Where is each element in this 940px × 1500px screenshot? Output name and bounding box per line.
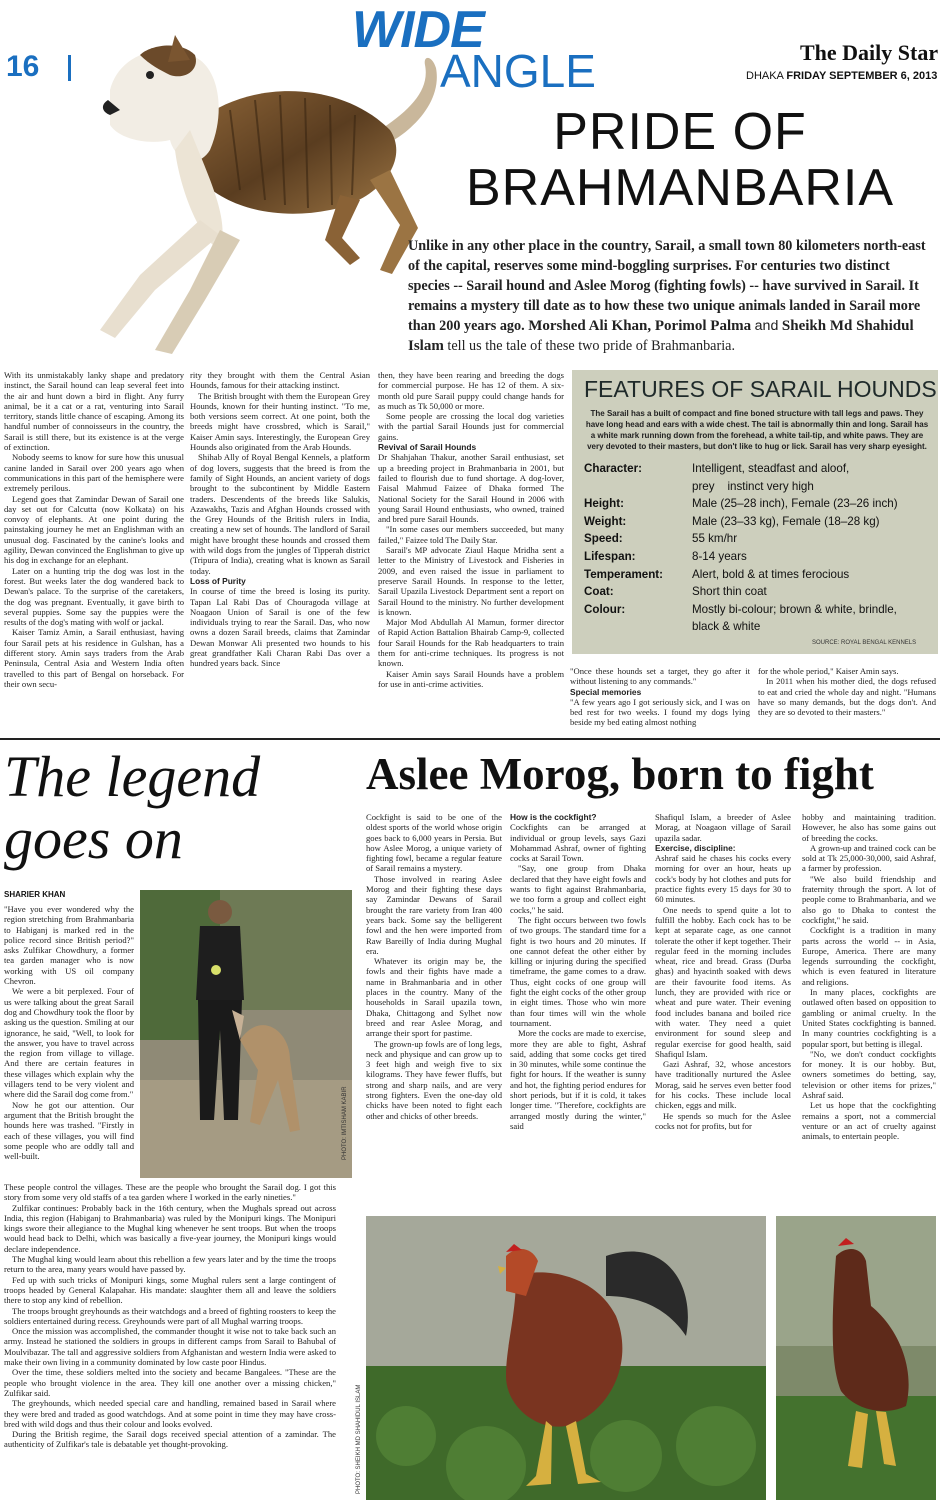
legend-p: These people control the villages. These are the people who brought the Sarail dog. I got this story from some very old staffs of a tea garden where I worked in the early nineties." bbox=[4, 1182, 336, 1203]
feature-value: Male (23–33 kg), Female (18–28 kg) bbox=[692, 514, 880, 528]
feature-value: Alert, bold & at times ferocious bbox=[692, 567, 850, 581]
legend-p: "Have you ever wondered why the region stretching from Brahmanbaria to Habiganj is marked red in the police record since British period?" asks Zulfikar Chowdhury, a former tea garden manager who is now working with US oil company Chevron. bbox=[4, 904, 134, 987]
feature-row bbox=[584, 550, 934, 568]
aslee-col-1 bbox=[366, 812, 502, 1121]
intro-tail: tell us the tale of these two pride of Brahmanbaria. bbox=[447, 338, 735, 354]
feature-value: Mostly bi-colour; brown & white, brindle, bbox=[692, 602, 897, 616]
feature-label: Speed: bbox=[584, 532, 623, 546]
aslee-p: Gazi Ashraf, 32, whose ancestors have traditionally nurtured the Aslee Morag, said he serves even better food for his cocks. These include local chicken, eggs and milk. bbox=[655, 1059, 791, 1111]
main-col2-p: The British brought with them the European Grey Hounds, known for their hunting instinct. "To me, both versions seem correct. At one point, both the breeds might have crossbred, which is Sarail," Kaiser Amin says. Interestingly, the European Grey Hounds also originated from the Arab Hounds. bbox=[190, 390, 370, 453]
rooster-photo-small bbox=[776, 1216, 936, 1500]
feature-row bbox=[584, 462, 934, 480]
legend-p: Now he got our attention. Our argument that the British brought the hounds here was trashed. "Firstly in each of these villages, you will find some people who are oddly tall and well-built. bbox=[4, 1099, 134, 1162]
feature-label: Colour: bbox=[584, 602, 626, 616]
feature-row bbox=[584, 603, 934, 621]
main-col5-p: In 2011 when his mother died, the dogs refused to eat and cried the whole day and night. "Humans have so many demands, but the dogs don't. And they are so devoted to their masters." bbox=[758, 676, 936, 718]
subhead-revival: Revival of Sarail Hounds bbox=[378, 442, 477, 453]
newspaper-logo: The Daily Star bbox=[800, 40, 939, 65]
feature-value: Male (25–28 inch), Female (23–26 inch) bbox=[692, 497, 898, 511]
main-headline bbox=[420, 104, 940, 216]
aslee-col-3 bbox=[655, 812, 791, 1131]
subhead-loss-of-purity: Loss of Purity bbox=[190, 575, 246, 586]
legend-title-line2: goes on bbox=[4, 806, 183, 871]
legend-headline bbox=[4, 746, 260, 870]
section-title-angle: ANGLE bbox=[440, 45, 596, 97]
aslee-p: hobby and maintaining tradition. However, he also has some gains out of breeding the cocks. bbox=[802, 812, 936, 843]
dateline bbox=[746, 70, 937, 82]
feature-row bbox=[584, 480, 934, 498]
main-col-5 bbox=[758, 666, 936, 717]
feature-label: Height: bbox=[584, 497, 624, 511]
feature-label: Coat: bbox=[584, 585, 614, 599]
main-col1-p: Nobody seems to know for sure how this unusual canine landed in Sarail over 200 years ago when communications in this part of the hemisphere were extremely perilous. bbox=[4, 452, 184, 494]
aslee-p: Ashraf said he chases his cocks every morning for over an hour, heats up cock's body by hot clothes and puts for practice fights every 15 days for 30 to 60 minutes. bbox=[655, 853, 791, 905]
feature-value: Short thin coat bbox=[692, 585, 767, 599]
legend-p: The troops brought greyhounds as their watchdogs and a breed of fighting roosters to keep the soldiers entertained during recess. Greyhounds were part of all Mughal warring troops. bbox=[4, 1305, 336, 1326]
aslee-p: A grown-up and trained cock can be sold at Tk 25,000-30,000, said Ashraf, a farmer by profession. bbox=[802, 842, 936, 874]
date-city: DHAKA bbox=[746, 70, 784, 82]
aslee-p: One needs to spend quite a lot to fulfill the hobby. Each cock has to be kept at separate cage, as one cannot tolerate the other if kept together. Their regular feed in the morning includes wheat, rice and bread. Grass (Durba ghas) and hyacinth soaked with dews are their favourite food items. As lunch, they are provided with rice or wheat and pure water. Their evening food includes banana and boiled rice with water. They need a quiet environment for sound sleep and regular exercise for good health, said Shafiqul Islam. bbox=[655, 904, 791, 1059]
legend-p: Over the time, these soldiers melted into the society and became Bangalees. "These are the people who brought violence in the area. They kill one another over a missing chicken," Zulfikar said. bbox=[4, 1367, 336, 1398]
legend-title-line1: The legend bbox=[4, 744, 261, 809]
legend-byline: SHARIER KHAN bbox=[4, 890, 66, 899]
main-col2-p: Shihab Ally of Royal Bengal Kennels, a platform of dog lovers, suggests that the breed is from the family of Sight Hounds, an ancient variety of dogs brought to the subcontinent by Middle Eastern traders. Descendents of the breeds like Salukis, Azawakhs, Tazis and Afghan Hounds crossed with the Grey Hounds of the British rulers in India, creating a new set of hounds. The landlord of Sarail might have brought these hounds and crossed them with wild dogs from the jungles of Tipperah district (Tripura of India), creating what is known as Sarail today. bbox=[190, 452, 370, 576]
legend-p: The Mughal king would learn about this rebellion a few years later and by the time the troops return to the area, many years would have passed by. bbox=[4, 1254, 336, 1275]
feature-value: prey instinct very high bbox=[692, 479, 814, 493]
main-col-4 bbox=[570, 666, 750, 728]
aslee-col-2 bbox=[510, 812, 646, 1131]
main-col3-p: then, they have been rearing and breeding the dogs for commercial purpose. He has 12 of them. A six-month old pure Sarail puppy could change hands for as much as Tk 50,000 or more. bbox=[378, 370, 564, 411]
aslee-p: More the cocks are made to exercise, more they are able to fight, Ashraf said, adding that some cocks get tired in 30 minutes, while some continue the fight for hours. If the weather is sunny and hot, the fighting period endures for short periods, but if it is cold, it takes longer time. "Therefore, cockfights are arranged mostly during the winter," said bbox=[510, 1028, 646, 1131]
subhead-exercise: Exercise, discipline: bbox=[655, 842, 736, 853]
main-col1-p: With its unmistakably lanky shape and predatory instinct, the Sarail hound can leap several feet into the air and hunt down a bird in flight. Any furry animal, be it a cat or a rat, venturing into Sarail territory, stands little chance of escaping. Among its handful number of connoisseurs in the country, the Sarail is still there, but its existence is at the verge of extinction. bbox=[4, 370, 184, 453]
aslee-p: "No, we don't conduct cockfights for money. It is our hobby. But, owners sometimes do betting, say, television or other items for prizes," Ashraf said. bbox=[802, 1048, 936, 1101]
sarail-hound-photo bbox=[80, 20, 440, 360]
feature-row bbox=[584, 620, 934, 638]
legend-p: Fed up with such tricks of Monipuri kings, some Mughal rulers sent a large contingent of troops headed by General Kalapahar. His mandate: slaughter them all and leave the soldiers there to stop any kind of rebellion. bbox=[4, 1274, 336, 1306]
section-title-wide: WIDE bbox=[352, 1, 484, 59]
feature-row bbox=[584, 568, 934, 586]
features-table bbox=[584, 462, 934, 638]
feature-row bbox=[584, 532, 934, 550]
legend-p: During the British regime, the Sarail dogs received special attention of a zamindar. The authenticity of Zulfikar's tale is debatable yet thought-provoking. bbox=[4, 1429, 336, 1450]
aslee-p: Those involved in rearing Aslee Morog and their fighting these days say Zamindar Dewans of Sarail brought the rare variety from Iran 400 years back. Some say the belligerent fowl and the hen were imported from Raw Bareilly of India during Mughal era. bbox=[366, 873, 502, 956]
aslee-p: "We also build friendship and fraternity through the sport. A lot of people come to Brahmanbaria, and we also go to Dhaka to contest the cockfight," he said. bbox=[802, 873, 936, 925]
page-number: 16 bbox=[6, 50, 40, 83]
man-with-dog-photo bbox=[140, 890, 352, 1178]
main-col3-p: Dr Shahjahan Thakur, another Sarail enthusiast, set up a breeding project in Brahmanbaria in 2001, but failed to flourish due to fund shortage. A dog-lover, Faisal Mahmud Faizee of Dhaka formed The National Society for the Sarail Hound in 2006 with young Sarail Hound enthusiasts, who owned, trained and bred pure Sarail Hounds. bbox=[378, 452, 564, 525]
feature-value: 8-14 years bbox=[692, 549, 747, 563]
legend-p: We were a bit perplexed. Four of us were talking about the great Sarail dog and Chowdhury took the floor by asking us the question. Smiling at our ignorance, he said, "Well, to look for the answer, you have to travel across the region from village to village. And there are certain features in these villages which explain why the villagers tend to be very violent and where did the Sarail dog come from." bbox=[4, 986, 134, 1100]
feature-label: Weight: bbox=[584, 514, 627, 528]
feature-label: Temperament: bbox=[584, 567, 664, 581]
page-number-divider bbox=[68, 55, 71, 81]
main-col3-p: "In some cases our members succeeded, but many failed," Faizee told The Daily Star. bbox=[378, 524, 564, 545]
main-col-1 bbox=[4, 370, 184, 689]
aslee-headline: Aslee Morog, born to fight bbox=[366, 749, 874, 799]
feature-value: black & white bbox=[692, 620, 761, 634]
features-intro: The Sarail has a built of compact and fine boned structure with tall legs and paws. They have long head and ears with a wide chest. The tail is abnormally thin and long. Sarail has a white mark running down from the forehead, a white tail-tip, and white paws. They are very devoted to their masters, but don't like to hug or lick. Sarail has very sharp eyesight. bbox=[585, 409, 929, 451]
subhead-how-cockfight: How is the cockfight? bbox=[510, 812, 597, 822]
main-col5-p: for the whole period," Kaiser Amin says. bbox=[758, 666, 899, 676]
main-col3-p: Some people are crossing the local dog varieties with the partial Sarail Hounds just for commercial gains. bbox=[378, 411, 564, 442]
main-col-3 bbox=[378, 370, 564, 689]
aslee-p: The grown-up fowls are of long legs, neck and physique and can grow up to 3 feet high and weigh five to six kilograms. They have fewer fluffs, but strong and sharp nails, and are very strong fighters. Even the one-day old chicks have been noted to fight each other and chicks of other breeds. bbox=[366, 1038, 502, 1121]
legend-p: Once the mission was accomplished, the commander thought it wise not to take back such an army. Instead he stationed the soldiers in groups in different camps from Sarail to Bahubal of Moulvibazar. The tall and aggressive soldiers from Afghanistan and western India were asked to make their own living in a community dominated by low caste poor Hindus. bbox=[4, 1326, 336, 1368]
intro-authors: Morshed Ali Khan, Porimol Palma bbox=[528, 318, 752, 334]
aslee-p: Let us hope that the cockfighting remains a sport, not a commercial venture or an act of cruelty against animals, to entertain people. bbox=[802, 1100, 936, 1142]
aslee-col-4 bbox=[802, 812, 936, 1142]
legend-p: Zulfikar continues: Probably back in the 16th century, when the Mughals spread out across India, this region (Habiganj to Brahmanbaria) was ruled by the Monipuri kings. The Monipuri kings swore their allegiance to the Mughal king whenever he sent troops. But when the troops would head back to Delhi, which was basically a five-year journey, the Monipuri kings would declare independence. bbox=[4, 1202, 336, 1254]
feature-label bbox=[584, 480, 692, 498]
main-col3-p: Major Mod Abdullah Al Mamun, former director of Rapid Action Battalion Bhairab Camp-9, collected four Sarail Hounds for the Rab headquarters to train them for anti-crime techniques. Its progress is not known. bbox=[378, 617, 564, 669]
main-col2-p: In course of time the breed is losing its purity. Tapan Lal Rabi Das of Chouragoda village at Noagaon Union of Sarail is one of the few individuals trying to rear the Sarail. Das, who now owns a dozen Sarail breeds, claims that Zamindar Dewan Monwar Ali presented two hounds to his great grandfather Kali Charan Rabi Das over a hundred years back. Since bbox=[190, 586, 370, 669]
aslee-p: Cockfights can be arranged at individual or group levels, says Gazi Mohammad Ashraf, owner of fighting cocks at Sarail Town. bbox=[510, 822, 646, 864]
main-col1-p: Kaiser Tamiz Amin, a Sarail enthusiast, having four Sarail pets at his residence in Gulshan, has a different story. Amin says traders from the Arab Peninsula, Central Asia and Western India often travelled to this part of Bengal on horseback. For their own secu- bbox=[4, 627, 184, 689]
subhead-special-memories: Special memories bbox=[570, 686, 642, 697]
main-col3-p: Kaiser Amin says Sarail Hounds have a problem for use in anti-crime activities. bbox=[378, 668, 564, 689]
aslee-p: "Say, one group from Dhaka declared that they have eight fowls and wants to fight against Brahmanbaria, we too form a group and collect eight cocks," he said. bbox=[510, 863, 646, 915]
headline-line1: PRIDE OF bbox=[553, 103, 807, 161]
aslee-p: Whatever its origin may be, the fowls and their fights have made a name in Brahmanbaria and in other places in the country. Many of the households in Sarail upazila town, Dhaka, Chittagong and Sylhet now breed and rear Aslee Morag, and arrange their sport for pastime. bbox=[366, 956, 502, 1039]
main-col1-p: Later on a hunting trip the dog was lost in the forest. But weeks later the dog wandered back to Dewan's palace. To the surprise of the caretakers, the dog was pregnant. Eventually, it gave birth to several puppies. Some say the puppies were the results of the dog's mating with wolf or jackal. bbox=[4, 565, 184, 628]
intro-text: Unlike in any other place in the country, Sarail, a small town 80 kilometers north-east of the capital, reserves some mind-boggling surprises. For centuries two distinct species -- Sarail hound and Aslee Morog (fighting fowls) -- have survived in Sarail. It remains a mystery till date as to how these two unique animals landed in Sarail more than 200 years ago. bbox=[408, 238, 926, 334]
feature-value: 55 km/hr bbox=[692, 532, 738, 546]
main-col2-p: rity they brought with them the Central Asian Hounds, famous for their attacking instinct. bbox=[190, 370, 370, 391]
feature-row bbox=[584, 497, 934, 515]
feature-label: Character: bbox=[584, 462, 642, 475]
aslee-p: He spends so much for the Aslee cocks not for profits, but for bbox=[655, 1110, 791, 1131]
section-divider bbox=[0, 738, 940, 740]
aslee-p: Cockfight is a tradition in many parts across the world -- in Asia, Europe, America. There are many legends surrounding the cockfight, which is even featured in literature and religions. bbox=[802, 925, 936, 987]
main-col3-p: Sarail's MP advocate Ziaul Haque Mridha sent a letter to the Ministry of Livestock and Fisheries in 2009, and even raised the issue in parliament to preserve Sarail Hounds. In response to the letter, Sarail Upazila Livestock Department sent a report on Sarail Hound to the ministry. No further development is known. bbox=[378, 545, 564, 617]
main-col4-p: "A few years ago I got seriously sick, and I was on bed rest for two weeks. I found my dogs lying beside my bed eating almost nothing bbox=[570, 696, 750, 728]
feature-row bbox=[584, 515, 934, 533]
story-intro bbox=[408, 236, 928, 356]
main-col4-p: "Once these hounds set a target, they go after it without listening to any commands." bbox=[570, 666, 750, 687]
date-full: FRIDAY SEPTEMBER 6, 2013 bbox=[786, 70, 938, 82]
features-title: FEATURES OF SARAIL HOUNDS bbox=[584, 376, 937, 402]
aslee-p: Cockfight is said to be one of the oldest sports of the world whose origin goes back to 6,000 years in Persia. But how Aslee Morog, a unique variety of fighting fowl, became a regular feature of Sarail remains a mystery. bbox=[366, 812, 502, 874]
feature-label: Lifespan: bbox=[584, 549, 636, 563]
features-source: SOURCE: ROYAL BENGAL KENNELS bbox=[812, 640, 917, 646]
feature-row bbox=[584, 585, 934, 603]
rooster-photo-large bbox=[366, 1216, 766, 1500]
legend-photo-credit: PHOTO: IMTISHAM KABIR bbox=[342, 1086, 348, 1160]
aslee-p: In many places, cockfights are outlawed often based on opposition to gambling or animal cruelty. In the United States cockfighting is banned. In many countries cockfighting is a popular sport, but betting is illegal. bbox=[802, 987, 936, 1049]
main-col1-p: Legend goes that Zamindar Dewan of Sarail one day set out for Calcutta (now Kolkata) on his convoy of elephants. At one point during the painstaking journey he met an Englishman with an unusual dog. Fascinated by the canine's looks and agility, Dewan convinced the Englishman to give up his dog in exchange for an elephant. bbox=[4, 493, 184, 566]
headline-line2: BRAHMANBARIA bbox=[465, 159, 895, 217]
legend-col-b bbox=[4, 1182, 336, 1450]
legend-col-a bbox=[4, 904, 134, 1161]
feature-label bbox=[584, 620, 692, 638]
legend-p: The greyhounds, which needed special care and handling, remained based in Sarail where they were bred and traded as good watchdogs. And at some point in time they may have cross-bred with wild dogs and thus their colour and looks evolved. bbox=[4, 1398, 336, 1429]
feature-value: Intelligent, steadfast and aloof, bbox=[692, 462, 850, 475]
aslee-p: Shafiqul Islam, a breeder of Aslee Morag, at Noagaon village of Sarail upazila sadar. bbox=[655, 812, 791, 843]
intro-and: and bbox=[754, 318, 779, 334]
aslee-p: The fight occurs between two fowls of two groups. The standard time for a fight is two hours and 20 minutes. If one cannot defeat the other either by killing or injuring during the specified timeframe, the game comes to a draw. Thus, eight cocks of one group will fight the eight cocks of the other group in eight times. Those who win more than four times will win the whole tournament. bbox=[510, 914, 646, 1028]
aslee-photo-credit: PHOTO: SHEIKH MD SHAHIDUL ISLAM bbox=[356, 1384, 362, 1494]
intro-author3: Sheikh Md Shahidul Islam bbox=[408, 318, 914, 354]
main-col-2 bbox=[190, 370, 370, 669]
